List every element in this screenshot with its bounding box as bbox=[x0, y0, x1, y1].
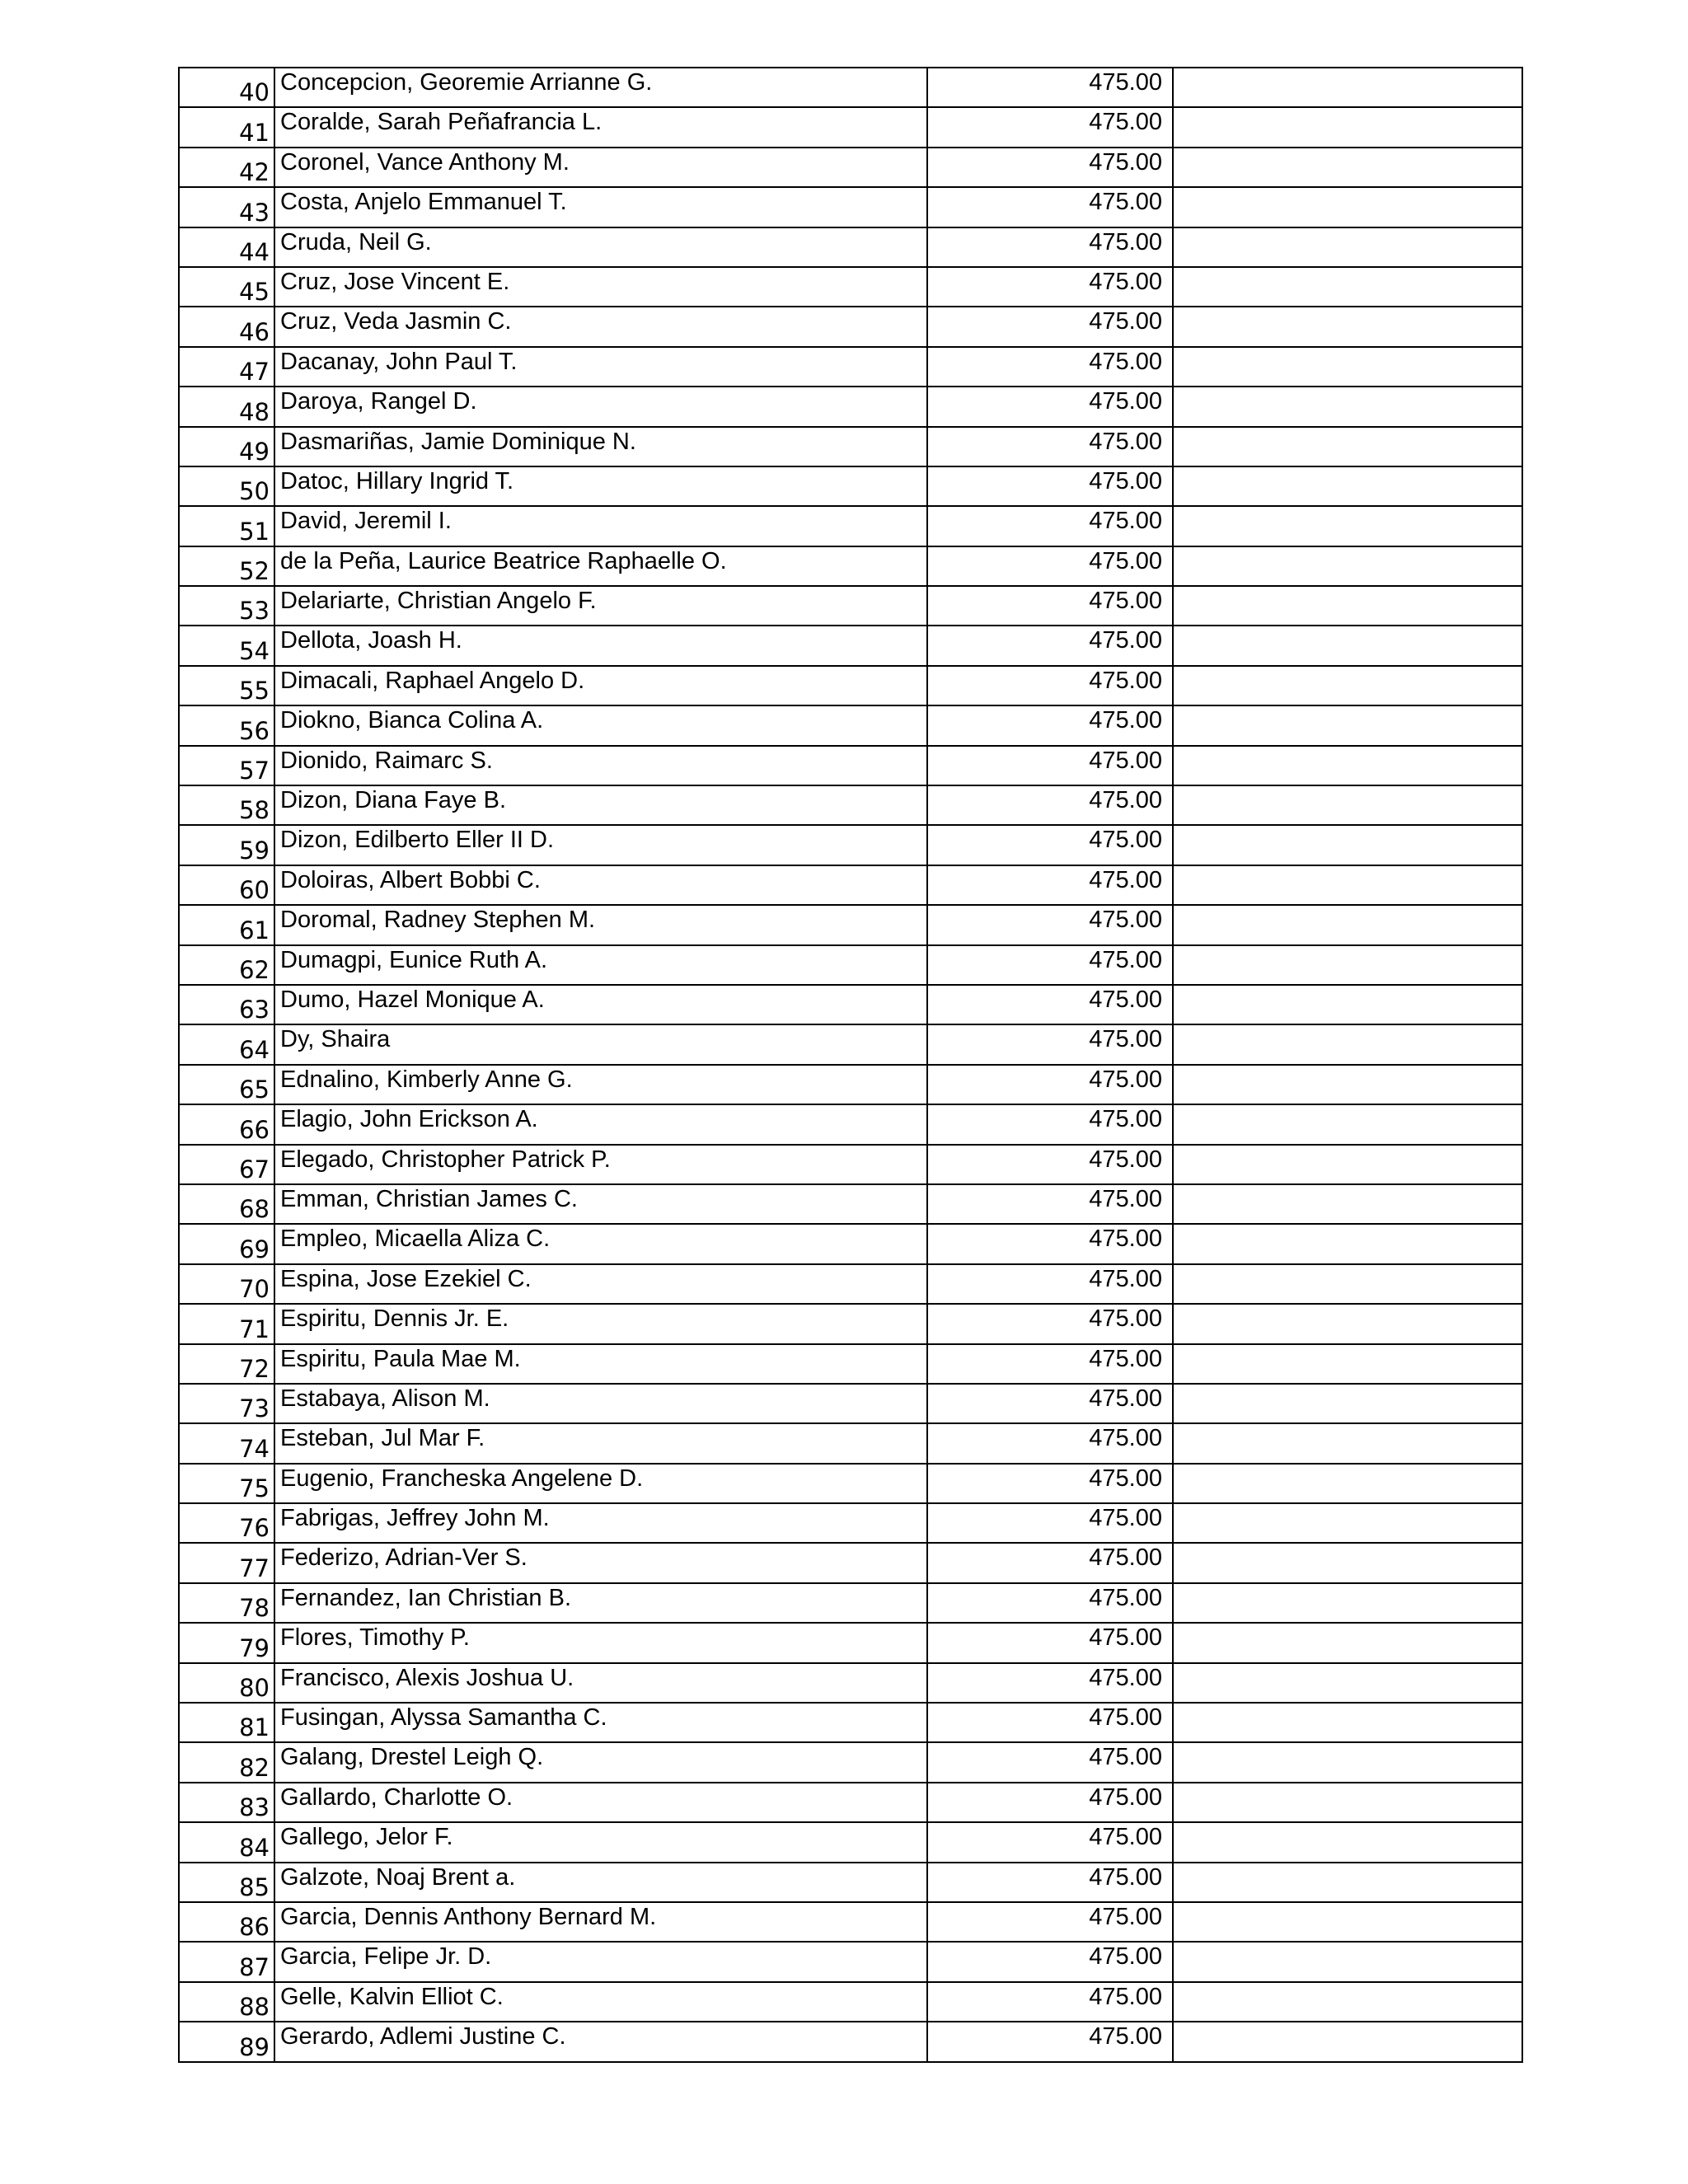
table-row bbox=[179, 626, 1522, 665]
amount-cell: 475.00 bbox=[927, 746, 1173, 785]
table-row bbox=[179, 785, 1522, 825]
table-row bbox=[179, 427, 1522, 466]
name-cell: Federizo, Adrian-Ver S. bbox=[274, 1543, 927, 1582]
name-cell: Dasmariñas, Jamie Dominique N. bbox=[274, 427, 927, 466]
name-cell: Cruz, Jose Vincent E. bbox=[274, 267, 927, 307]
amount-cell: 475.00 bbox=[927, 1464, 1173, 1503]
row-number-cell: 53 bbox=[179, 586, 274, 626]
table-row bbox=[179, 746, 1522, 785]
table-row bbox=[179, 148, 1522, 187]
amount-cell: 475.00 bbox=[927, 227, 1173, 267]
row-number-cell: 89 bbox=[179, 2022, 274, 2061]
blank-cell bbox=[1173, 1663, 1522, 1703]
amount-cell: 475.00 bbox=[927, 985, 1173, 1024]
table-row bbox=[179, 1783, 1522, 1822]
blank-cell bbox=[1173, 267, 1522, 307]
name-cell: Gerardo, Adlemi Justine C. bbox=[274, 2022, 927, 2061]
table-row bbox=[179, 1902, 1522, 1942]
name-cell: Doloiras, Albert Bobbi C. bbox=[274, 865, 927, 905]
row-number-cell: 63 bbox=[179, 985, 274, 1024]
blank-cell bbox=[1173, 1344, 1522, 1384]
blank-cell bbox=[1173, 1024, 1522, 1064]
table-row bbox=[179, 1184, 1522, 1224]
payroll-table bbox=[178, 67, 1523, 2063]
name-cell: Espiritu, Dennis Jr. E. bbox=[274, 1304, 927, 1343]
table-row bbox=[179, 1663, 1522, 1703]
amount-cell: 475.00 bbox=[927, 1543, 1173, 1582]
table-row bbox=[179, 466, 1522, 506]
row-number-cell: 77 bbox=[179, 1543, 274, 1582]
amount-cell: 475.00 bbox=[927, 1184, 1173, 1224]
blank-cell bbox=[1173, 1503, 1522, 1543]
table-row bbox=[179, 68, 1522, 107]
table-row bbox=[179, 865, 1522, 905]
amount-cell: 475.00 bbox=[927, 68, 1173, 107]
name-cell: Dellota, Joash H. bbox=[274, 626, 927, 665]
row-number-cell: 81 bbox=[179, 1703, 274, 1742]
name-cell: Fernandez, Ian Christian B. bbox=[274, 1583, 927, 1623]
blank-cell bbox=[1173, 1304, 1522, 1343]
row-number-cell: 70 bbox=[179, 1264, 274, 1304]
name-cell: Garcia, Felipe Jr. D. bbox=[274, 1942, 927, 1981]
blank-cell bbox=[1173, 466, 1522, 506]
amount-cell: 475.00 bbox=[927, 2022, 1173, 2061]
row-number-cell: 43 bbox=[179, 187, 274, 227]
table-row bbox=[179, 1742, 1522, 1782]
row-number-cell: 57 bbox=[179, 746, 274, 785]
row-number-cell: 44 bbox=[179, 227, 274, 267]
row-number-cell: 74 bbox=[179, 1423, 274, 1463]
blank-cell bbox=[1173, 1184, 1522, 1224]
blank-cell bbox=[1173, 1822, 1522, 1862]
table-row bbox=[179, 1942, 1522, 1981]
table-row bbox=[179, 1145, 1522, 1184]
name-cell: Datoc, Hillary Ingrid T. bbox=[274, 466, 927, 506]
row-number-cell: 46 bbox=[179, 307, 274, 346]
name-cell: Daroya, Rangel D. bbox=[274, 387, 927, 426]
name-cell: Gallego, Jelor F. bbox=[274, 1822, 927, 1862]
name-cell: Galzote, Noaj Brent a. bbox=[274, 1863, 927, 1902]
amount-cell: 475.00 bbox=[927, 586, 1173, 626]
name-cell: Emman, Christian James C. bbox=[274, 1184, 927, 1224]
table-row bbox=[179, 187, 1522, 227]
amount-cell: 475.00 bbox=[927, 1384, 1173, 1423]
row-number-cell: 48 bbox=[179, 387, 274, 426]
name-cell: Dimacali, Raphael Angelo D. bbox=[274, 666, 927, 705]
blank-cell bbox=[1173, 1902, 1522, 1942]
name-cell: Gallardo, Charlotte O. bbox=[274, 1783, 927, 1822]
table-row bbox=[179, 586, 1522, 626]
row-number-cell: 86 bbox=[179, 1902, 274, 1942]
table-row bbox=[179, 1623, 1522, 1662]
blank-cell bbox=[1173, 586, 1522, 626]
amount-cell: 475.00 bbox=[927, 865, 1173, 905]
row-number-cell: 49 bbox=[179, 427, 274, 466]
name-cell: Fabrigas, Jeffrey John M. bbox=[274, 1503, 927, 1543]
table-row bbox=[179, 1384, 1522, 1423]
amount-cell: 475.00 bbox=[927, 267, 1173, 307]
table-row bbox=[179, 1703, 1522, 1742]
blank-cell bbox=[1173, 307, 1522, 346]
blank-cell bbox=[1173, 506, 1522, 546]
blank-cell bbox=[1173, 107, 1522, 147]
blank-cell bbox=[1173, 825, 1522, 865]
row-number-cell: 41 bbox=[179, 107, 274, 147]
amount-cell: 475.00 bbox=[927, 1145, 1173, 1184]
amount-cell: 475.00 bbox=[927, 1863, 1173, 1902]
blank-cell bbox=[1173, 1264, 1522, 1304]
blank-cell bbox=[1173, 985, 1522, 1024]
row-number-cell: 45 bbox=[179, 267, 274, 307]
row-number-cell: 87 bbox=[179, 1942, 274, 1981]
row-number-cell: 72 bbox=[179, 1344, 274, 1384]
row-number-cell: 61 bbox=[179, 905, 274, 944]
amount-cell: 475.00 bbox=[927, 626, 1173, 665]
amount-cell: 475.00 bbox=[927, 107, 1173, 147]
blank-cell bbox=[1173, 187, 1522, 227]
name-cell: Gelle, Kalvin Elliot C. bbox=[274, 1982, 927, 2022]
row-number-cell: 42 bbox=[179, 148, 274, 187]
amount-cell: 475.00 bbox=[927, 148, 1173, 187]
table-row bbox=[179, 1264, 1522, 1304]
row-number-cell: 68 bbox=[179, 1184, 274, 1224]
blank-cell bbox=[1173, 666, 1522, 705]
row-number-cell: 47 bbox=[179, 347, 274, 387]
amount-cell: 475.00 bbox=[927, 1742, 1173, 1782]
blank-cell bbox=[1173, 347, 1522, 387]
table-row bbox=[179, 1304, 1522, 1343]
table-row bbox=[179, 905, 1522, 944]
name-cell: Coronel, Vance Anthony M. bbox=[274, 148, 927, 187]
blank-cell bbox=[1173, 387, 1522, 426]
amount-cell: 475.00 bbox=[927, 825, 1173, 865]
blank-cell bbox=[1173, 1982, 1522, 2022]
row-number-cell: 69 bbox=[179, 1224, 274, 1263]
blank-cell bbox=[1173, 68, 1522, 107]
row-number-cell: 58 bbox=[179, 785, 274, 825]
amount-cell: 475.00 bbox=[927, 1942, 1173, 1981]
table-row bbox=[179, 1863, 1522, 1902]
table-row bbox=[179, 1224, 1522, 1263]
row-number-cell: 80 bbox=[179, 1663, 274, 1703]
amount-cell: 475.00 bbox=[927, 1783, 1173, 1822]
table-row bbox=[179, 945, 1522, 985]
table-row bbox=[179, 1065, 1522, 1104]
blank-cell bbox=[1173, 1783, 1522, 1822]
amount-cell: 475.00 bbox=[927, 1264, 1173, 1304]
table-row bbox=[179, 347, 1522, 387]
blank-cell bbox=[1173, 1464, 1522, 1503]
blank-cell bbox=[1173, 746, 1522, 785]
name-cell: Francisco, Alexis Joshua U. bbox=[274, 1663, 927, 1703]
amount-cell: 475.00 bbox=[927, 785, 1173, 825]
name-cell: Dumagpi, Eunice Ruth A. bbox=[274, 945, 927, 985]
row-number-cell: 73 bbox=[179, 1384, 274, 1423]
row-number-cell: 76 bbox=[179, 1503, 274, 1543]
name-cell: Delariarte, Christian Angelo F. bbox=[274, 586, 927, 626]
table-row bbox=[179, 825, 1522, 865]
row-number-cell: 55 bbox=[179, 666, 274, 705]
name-cell: David, Jeremil I. bbox=[274, 506, 927, 546]
row-number-cell: 67 bbox=[179, 1145, 274, 1184]
table-row bbox=[179, 1344, 1522, 1384]
amount-cell: 475.00 bbox=[927, 1503, 1173, 1543]
amount-cell: 475.00 bbox=[927, 1902, 1173, 1942]
row-number-cell: 79 bbox=[179, 1623, 274, 1662]
amount-cell: 475.00 bbox=[927, 1822, 1173, 1862]
row-number-cell: 40 bbox=[179, 68, 274, 107]
name-cell: Esteban, Jul Mar F. bbox=[274, 1423, 927, 1463]
blank-cell bbox=[1173, 1145, 1522, 1184]
blank-cell bbox=[1173, 1623, 1522, 1662]
amount-cell: 475.00 bbox=[927, 1663, 1173, 1703]
amount-cell: 475.00 bbox=[927, 506, 1173, 546]
blank-cell bbox=[1173, 1703, 1522, 1742]
row-number-cell: 75 bbox=[179, 1464, 274, 1503]
amount-cell: 475.00 bbox=[927, 1982, 1173, 2022]
row-number-cell: 60 bbox=[179, 865, 274, 905]
name-cell: Dionido, Raimarc S. bbox=[274, 746, 927, 785]
blank-cell bbox=[1173, 1423, 1522, 1463]
blank-cell bbox=[1173, 2022, 1522, 2061]
table-row bbox=[179, 666, 1522, 705]
table-row bbox=[179, 1583, 1522, 1623]
amount-cell: 475.00 bbox=[927, 1024, 1173, 1064]
blank-cell bbox=[1173, 1942, 1522, 1981]
name-cell: Concepcion, Georemie Arrianne G. bbox=[274, 68, 927, 107]
table-row bbox=[179, 1024, 1522, 1064]
name-cell: Diokno, Bianca Colina A. bbox=[274, 705, 927, 745]
blank-cell bbox=[1173, 905, 1522, 944]
amount-cell: 475.00 bbox=[927, 307, 1173, 346]
amount-cell: 475.00 bbox=[927, 705, 1173, 745]
row-number-cell: 62 bbox=[179, 945, 274, 985]
amount-cell: 475.00 bbox=[927, 347, 1173, 387]
table-row bbox=[179, 506, 1522, 546]
row-number-cell: 85 bbox=[179, 1863, 274, 1902]
blank-cell bbox=[1173, 1224, 1522, 1263]
blank-cell bbox=[1173, 148, 1522, 187]
row-number-cell: 84 bbox=[179, 1822, 274, 1862]
blank-cell bbox=[1173, 626, 1522, 665]
amount-cell: 475.00 bbox=[927, 427, 1173, 466]
row-number-cell: 66 bbox=[179, 1104, 274, 1144]
table-row bbox=[179, 1423, 1522, 1463]
row-number-cell: 54 bbox=[179, 626, 274, 665]
row-number-cell: 64 bbox=[179, 1024, 274, 1064]
blank-cell bbox=[1173, 427, 1522, 466]
name-cell: Cruda, Neil G. bbox=[274, 227, 927, 267]
row-number-cell: 50 bbox=[179, 466, 274, 506]
amount-cell: 475.00 bbox=[927, 666, 1173, 705]
name-cell: Galang, Drestel Leigh Q. bbox=[274, 1742, 927, 1782]
row-number-cell: 88 bbox=[179, 1982, 274, 2022]
row-number-cell: 52 bbox=[179, 546, 274, 586]
blank-cell bbox=[1173, 546, 1522, 586]
table-row bbox=[179, 546, 1522, 586]
blank-cell bbox=[1173, 705, 1522, 745]
blank-cell bbox=[1173, 785, 1522, 825]
amount-cell: 475.00 bbox=[927, 905, 1173, 944]
name-cell: Elagio, John Erickson A. bbox=[274, 1104, 927, 1144]
row-number-cell: 51 bbox=[179, 506, 274, 546]
blank-cell bbox=[1173, 1742, 1522, 1782]
table-row bbox=[179, 107, 1522, 147]
blank-cell bbox=[1173, 1543, 1522, 1582]
table-body bbox=[179, 68, 1522, 2062]
name-cell: Dacanay, John Paul T. bbox=[274, 347, 927, 387]
table-row bbox=[179, 387, 1522, 426]
blank-cell bbox=[1173, 1104, 1522, 1144]
row-number-cell: 71 bbox=[179, 1304, 274, 1343]
blank-cell bbox=[1173, 227, 1522, 267]
name-cell: Costa, Anjelo Emmanuel T. bbox=[274, 187, 927, 227]
amount-cell: 475.00 bbox=[927, 546, 1173, 586]
row-number-cell: 78 bbox=[179, 1583, 274, 1623]
amount-cell: 475.00 bbox=[927, 387, 1173, 426]
table-row bbox=[179, 1822, 1522, 1862]
amount-cell: 475.00 bbox=[927, 1583, 1173, 1623]
name-cell: Dizon, Edilberto Eller II D. bbox=[274, 825, 927, 865]
blank-cell bbox=[1173, 1384, 1522, 1423]
row-number-cell: 82 bbox=[179, 1742, 274, 1782]
name-cell: Doromal, Radney Stephen M. bbox=[274, 905, 927, 944]
table-row bbox=[179, 1464, 1522, 1503]
table-row bbox=[179, 1104, 1522, 1144]
blank-cell bbox=[1173, 1583, 1522, 1623]
name-cell: Estabaya, Alison M. bbox=[274, 1384, 927, 1423]
amount-cell: 475.00 bbox=[927, 1423, 1173, 1463]
table-row bbox=[179, 985, 1522, 1024]
name-cell: Flores, Timothy P. bbox=[274, 1623, 927, 1662]
row-number-cell: 59 bbox=[179, 825, 274, 865]
amount-cell: 475.00 bbox=[927, 1104, 1173, 1144]
table-row bbox=[179, 227, 1522, 267]
table-row bbox=[179, 1982, 1522, 2022]
row-number-cell: 56 bbox=[179, 705, 274, 745]
amount-cell: 475.00 bbox=[927, 1304, 1173, 1343]
amount-cell: 475.00 bbox=[927, 1065, 1173, 1104]
table-row bbox=[179, 2022, 1522, 2061]
name-cell: Empleo, Micaella Aliza C. bbox=[274, 1224, 927, 1263]
table-row bbox=[179, 267, 1522, 307]
name-cell: Fusingan, Alyssa Samantha C. bbox=[274, 1703, 927, 1742]
amount-cell: 475.00 bbox=[927, 466, 1173, 506]
blank-cell bbox=[1173, 865, 1522, 905]
name-cell: Coralde, Sarah Peñafrancia L. bbox=[274, 107, 927, 147]
name-cell: Dumo, Hazel Monique A. bbox=[274, 985, 927, 1024]
name-cell: de la Peña, Laurice Beatrice Raphaelle O. bbox=[274, 546, 927, 586]
row-number-cell: 83 bbox=[179, 1783, 274, 1822]
name-cell: Dizon, Diana Faye B. bbox=[274, 785, 927, 825]
blank-cell bbox=[1173, 1863, 1522, 1902]
table-row bbox=[179, 307, 1522, 346]
name-cell: Elegado, Christopher Patrick P. bbox=[274, 1145, 927, 1184]
blank-cell bbox=[1173, 945, 1522, 985]
amount-cell: 475.00 bbox=[927, 1623, 1173, 1662]
amount-cell: 475.00 bbox=[927, 945, 1173, 985]
name-cell: Espiritu, Paula Mae M. bbox=[274, 1344, 927, 1384]
amount-cell: 475.00 bbox=[927, 1703, 1173, 1742]
name-cell: Cruz, Veda Jasmin C. bbox=[274, 307, 927, 346]
name-cell: Dy, Shaira bbox=[274, 1024, 927, 1064]
name-cell: Garcia, Dennis Anthony Bernard M. bbox=[274, 1902, 927, 1942]
amount-cell: 475.00 bbox=[927, 1344, 1173, 1384]
name-cell: Ednalino, Kimberly Anne G. bbox=[274, 1065, 927, 1104]
name-cell: Espina, Jose Ezekiel C. bbox=[274, 1264, 927, 1304]
blank-cell bbox=[1173, 1065, 1522, 1104]
row-number-cell: 65 bbox=[179, 1065, 274, 1104]
table-row bbox=[179, 705, 1522, 745]
table-row bbox=[179, 1543, 1522, 1582]
amount-cell: 475.00 bbox=[927, 1224, 1173, 1263]
name-cell: Eugenio, Francheska Angelene D. bbox=[274, 1464, 927, 1503]
table-row bbox=[179, 1503, 1522, 1543]
amount-cell: 475.00 bbox=[927, 187, 1173, 227]
